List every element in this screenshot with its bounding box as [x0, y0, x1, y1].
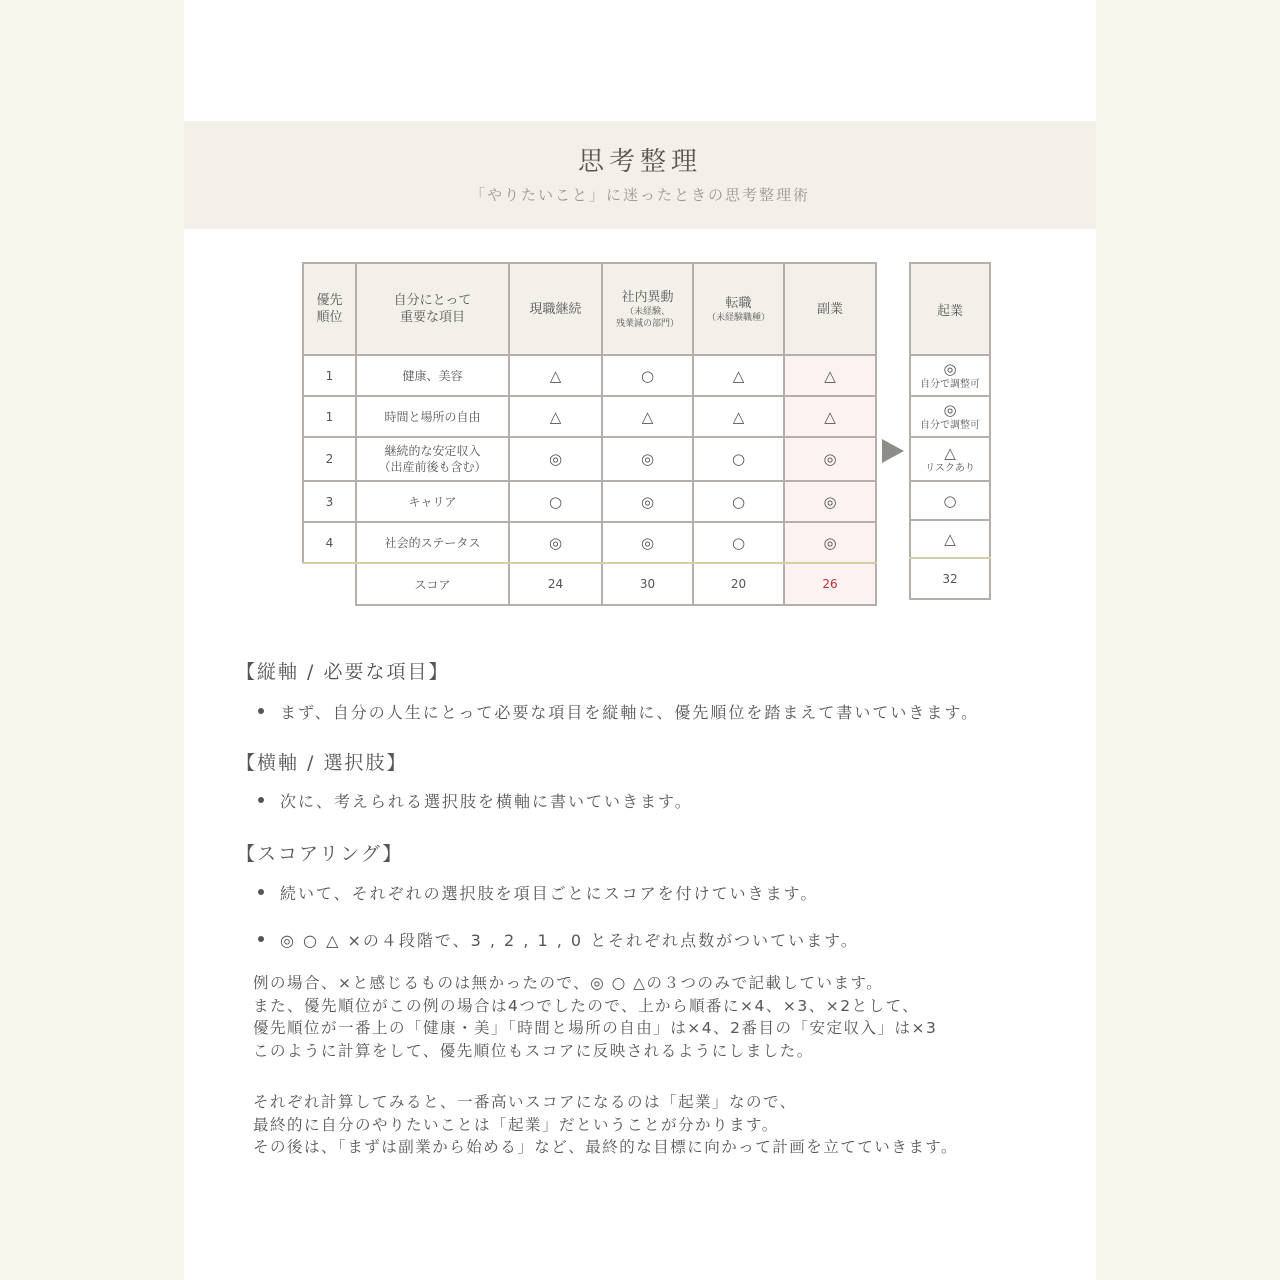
header-priority-text: 優先 順位	[316, 293, 343, 325]
score-symbol: △	[602, 396, 693, 437]
table-row	[303, 396, 876, 437]
header-option-4: 副業	[784, 263, 876, 355]
heading-vertical-axis: 【縦軸 / 必要な項目】	[236, 661, 450, 683]
header-item	[356, 263, 509, 355]
header-option-2	[602, 263, 693, 355]
header-option-2-main: 社内異動	[621, 289, 674, 305]
score-symbol: ◎	[602, 481, 693, 522]
header-option-2-sub: （未経験、 残業減の部門）	[615, 306, 679, 329]
score-symbol: △	[944, 443, 956, 462]
startup-cell	[910, 396, 990, 437]
paragraph-line: 優先順位が一番上の「健康・美」「時間と場所の自由」は×4、2番目の「安定収入」は×3	[253, 1019, 938, 1037]
score-symbol: ◎	[943, 360, 957, 378]
startup-note: 自分で調整可	[920, 420, 980, 431]
startup-cell	[910, 355, 990, 396]
bullet-text: 次に、考えられる選択肢を横軸に書いていきます。	[280, 792, 693, 811]
score-symbol: ◎	[509, 522, 602, 563]
header-option-3-sub: （未経験職種）	[706, 312, 770, 323]
score-symbol: ○	[602, 355, 693, 396]
header-item-text: 自分にとって 重要な項目	[393, 293, 472, 325]
header-option-3-main: 転職	[725, 295, 752, 311]
bullet-icon	[258, 936, 264, 942]
table-row	[303, 437, 876, 481]
priority-cell: 4	[303, 522, 356, 563]
item-cell: 健康、美容	[356, 355, 509, 396]
score-value: 24	[509, 563, 602, 605]
score-value-highlight: 26	[784, 563, 876, 605]
item-cell: 社会的ステータス	[356, 522, 509, 563]
score-symbol: ○	[509, 481, 602, 522]
score-row	[303, 563, 876, 605]
priority-cell: 3	[303, 481, 356, 522]
score-label: スコア	[356, 563, 509, 605]
paragraph-line: それぞれ計算してみると、一番高いスコアになるのは「起業」なので、	[253, 1093, 797, 1111]
page-title: 思考整理	[577, 147, 702, 177]
page	[184, 0, 1096, 1280]
item-cell-text: 継続的な安定収入 （出産前後も含む）	[378, 444, 487, 474]
bullet-text: ◎ ○ △ ×の４段階で、3 , 2 , 1 , 0 とそれぞれ点数がついています。	[280, 931, 859, 950]
paragraph-line: その後は、「まずは副業から始める」など、最終的な目標に向かって計画を立てていきます。	[253, 1138, 959, 1156]
header-priority	[303, 263, 356, 355]
score-symbol: ○	[693, 437, 784, 481]
startup-note: 自分で調整可	[920, 379, 980, 390]
score-symbol: △	[784, 355, 876, 396]
score-symbol: ◎	[602, 522, 693, 563]
item-cell: キャリア	[356, 481, 509, 522]
paragraph-line: また、優先順位がこの例の場合は4つでしたので、上から順番に×4、×3、×2として、	[253, 997, 920, 1015]
decision-matrix	[302, 262, 877, 606]
score-symbol: ◎	[509, 437, 602, 481]
paragraph-line: このように計算をして、優先順位もスコアに反映されるようにしました。	[253, 1042, 814, 1060]
score-value: 32	[910, 558, 990, 599]
startup-cell: △	[910, 520, 990, 558]
startup-cell	[910, 437, 990, 481]
score-symbol: △	[509, 355, 602, 396]
header-option-1: 現職継続	[509, 263, 602, 355]
startup-column	[909, 262, 991, 600]
header-option-5: 起業	[910, 263, 990, 355]
heading-horizontal-axis: 【横軸 / 選択肢】	[236, 752, 408, 774]
score-symbol: ◎	[943, 401, 957, 419]
priority-cell: 1	[303, 396, 356, 437]
score-symbol: △	[509, 396, 602, 437]
score-value: 20	[693, 563, 784, 605]
score-blank	[303, 563, 356, 605]
score-symbol: ◎	[602, 437, 693, 481]
bullet-icon	[258, 797, 264, 803]
score-symbol: ◎	[784, 437, 876, 481]
table-row	[303, 355, 876, 396]
bullet-icon	[258, 889, 264, 895]
score-symbol: △	[693, 396, 784, 437]
item-cell	[356, 437, 509, 481]
page-subtitle: 「やりたいこと」に迷ったときの思考整理術	[469, 186, 810, 204]
score-symbol: ○	[693, 522, 784, 563]
score-symbol: △	[693, 355, 784, 396]
item-cell: 時間と場所の自由	[356, 396, 509, 437]
startup-cell: ○	[910, 481, 990, 520]
header-option-3	[693, 263, 784, 355]
matrix-header-row	[303, 263, 876, 355]
score-symbol: △	[784, 396, 876, 437]
priority-cell: 2	[303, 437, 356, 481]
score-symbol: ◎	[784, 481, 876, 522]
heading-scoring: 【スコアリング】	[236, 843, 404, 865]
table-row	[303, 481, 876, 522]
score-symbol: ○	[693, 481, 784, 522]
paragraph-line: 例の場合、×と感じるものは無かったので、◎ ○ △の３つのみで記載しています。	[253, 974, 884, 992]
table-row	[303, 522, 876, 563]
score-symbol: ◎	[784, 522, 876, 563]
header-band	[184, 121, 1096, 229]
bullet-text: 続いて、それぞれの選択肢を項目ごとにスコアを付けていきます。	[280, 884, 819, 903]
startup-note: リスクあり	[925, 462, 975, 474]
bullet-icon	[258, 708, 264, 714]
arrow-right-icon	[882, 439, 904, 463]
priority-cell: 1	[303, 355, 356, 396]
paragraph-line: 最終的に自分のやりたいことは「起業」だということが分かります。	[253, 1116, 779, 1134]
score-value: 30	[602, 563, 693, 605]
bullet-text: まず、自分の人生にとって必要な項目を縦軸に、優先順位を踏まえて書いていきます。	[280, 703, 980, 722]
